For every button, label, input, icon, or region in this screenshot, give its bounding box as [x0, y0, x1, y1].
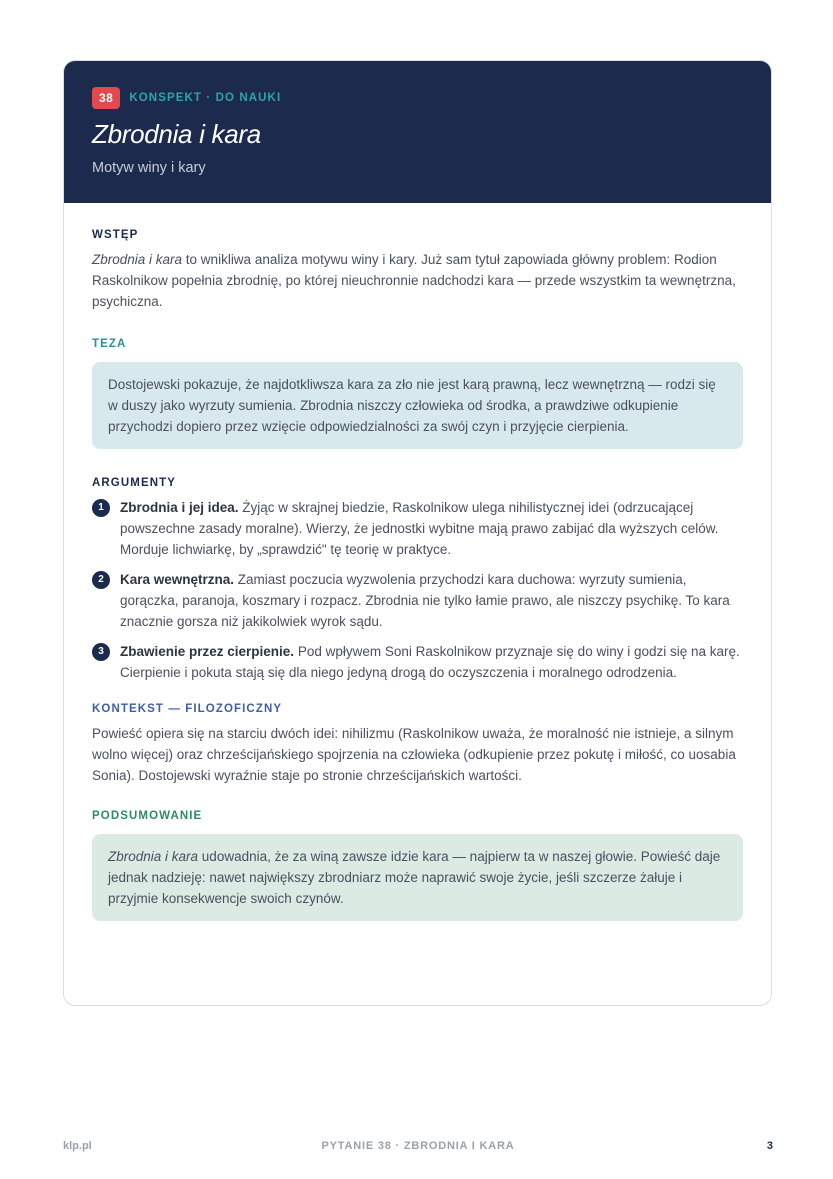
context-text: Powieść opiera się na starciu dwóch idei: nihilizmu (Raskolnikow uważa, że moralność nie istnieje, a silnym wolno więcej) oraz chrześcijańskiego spojrzenia na człowieka (odkupienie przez pokutę i miłość, co uosabia Sonia). Dostojewski wyraźnie staje po stronie chrześcijańskich wartości.: [92, 726, 736, 783]
arguments-section: [92, 475, 743, 683]
site-link[interactable]: klp.pl: [63, 1140, 92, 1152]
summary-heading: PODSUMOWANIE: [92, 810, 203, 822]
argument-number: 2: [92, 571, 110, 589]
kicker-label: KONSPEKT · DO NAUKI: [129, 92, 282, 104]
page-subtitle: Motyw winy i kary: [92, 160, 206, 176]
argument-item: [92, 641, 743, 683]
argument-number: 1: [92, 499, 110, 517]
thesis-heading: TEZA: [92, 338, 127, 350]
card-content: [64, 203, 771, 921]
page-title: Zbrodnia i kara: [92, 119, 261, 149]
summary-section: [92, 808, 743, 921]
intro-book-title: Zbrodnia i kara: [92, 252, 183, 267]
argument-body: Żyjąc w skrajnej biedzie, Raskolnikow ulega nihilistycznej idei (odrzucającej powszechne zasady moralne). Wierzy, że jednostki wybitne mają prawo zabijać dla wyższych celów. Morduje lichwiarkę, by „sprawdzić" tę teorię w praktyce.: [120, 500, 719, 557]
argument-text: [120, 641, 743, 683]
thesis-box: [92, 362, 743, 449]
intro-heading: WSTĘP: [92, 229, 139, 241]
argument-number: 3: [92, 643, 110, 661]
intro-section: [92, 227, 743, 312]
header-top: [92, 87, 743, 109]
summary-text: udowadnia, że za winą zawsze idzie kara — najpierw ta w naszej głowie. Powieść daje jednak nadzieję: nawet największy zbrodniarz może naprawić swoje życie, jeśli szczerze żałuje i przyjmie konsekwencje swoich czynów.: [108, 849, 721, 906]
argument-body: Zamiast poczucia wyzwolenia przychodzi kara duchowa: wyrzuty sumienia, gorączka, paranoja, koszmary i rozpacz. Zbrodnia nie tylko łamie prawo, ale niszczy psychikę. To kara znacznie gorsza niż jakikolwiek wyrok sądu.: [120, 572, 730, 629]
argument-title: Zbrodnia i jej idea.: [120, 500, 239, 515]
summary-book-title: Zbrodnia i kara: [108, 849, 199, 864]
note-card: [63, 60, 772, 1006]
argument-title: Zbawienie przez cierpienie.: [120, 644, 295, 659]
argument-text: [120, 569, 743, 632]
argument-text: [120, 497, 743, 560]
question-number-badge: 38: [92, 87, 120, 109]
card-header: [64, 61, 771, 203]
argument-item: [92, 569, 743, 632]
intro-paragraph: [92, 249, 743, 312]
thesis-text: Dostojewski pokazuje, że najdotkliwsza kara za zło nie jest karą prawną, lecz wewnętrzną — rodzi się w duszy jako wyrzuty sumienia. Zbrodnia niszczy człowieka od środka, a prawdziwe odkupienie przychodzi dopiero przez wzięcie odpowiedzialności za swój czyn i przyjęcie cierpienia.: [108, 377, 716, 434]
footer-question-label: PYTANIE 38 · ZBRODNIA I KARA: [321, 1140, 515, 1152]
page-number: 3: [766, 1140, 773, 1152]
argument-item: [92, 497, 743, 560]
summary-paragraph: [108, 846, 727, 909]
argument-body: Pod wpływem Soni Raskolnikow przyznaje się do winy i godzi się na karę. Cierpienie i pokuta stają się dla niego jedyną drogą do oczyszczenia i moralnego odrodzenia.: [120, 644, 740, 680]
intro-text: to wnikliwa analiza motywu winy i kary. Już sam tytuł zapowiada główny problem: Rodion Raskolnikow popełnia zbrodnię, po której nieuchronnie nadchodzi kara — przede wszystkim ta wewnętrzna, psychiczna.: [92, 252, 736, 309]
thesis-section: [92, 336, 743, 449]
context-heading: KONTEKST — FILOZOFICZNY: [92, 703, 283, 715]
argument-title: Kara wewnętrzna.: [120, 572, 235, 587]
context-section: [92, 701, 743, 786]
summary-box: [92, 834, 743, 921]
arguments-list: [92, 497, 743, 683]
page-footer: [63, 1140, 773, 1154]
arguments-heading: ARGUMENTY: [92, 477, 177, 489]
